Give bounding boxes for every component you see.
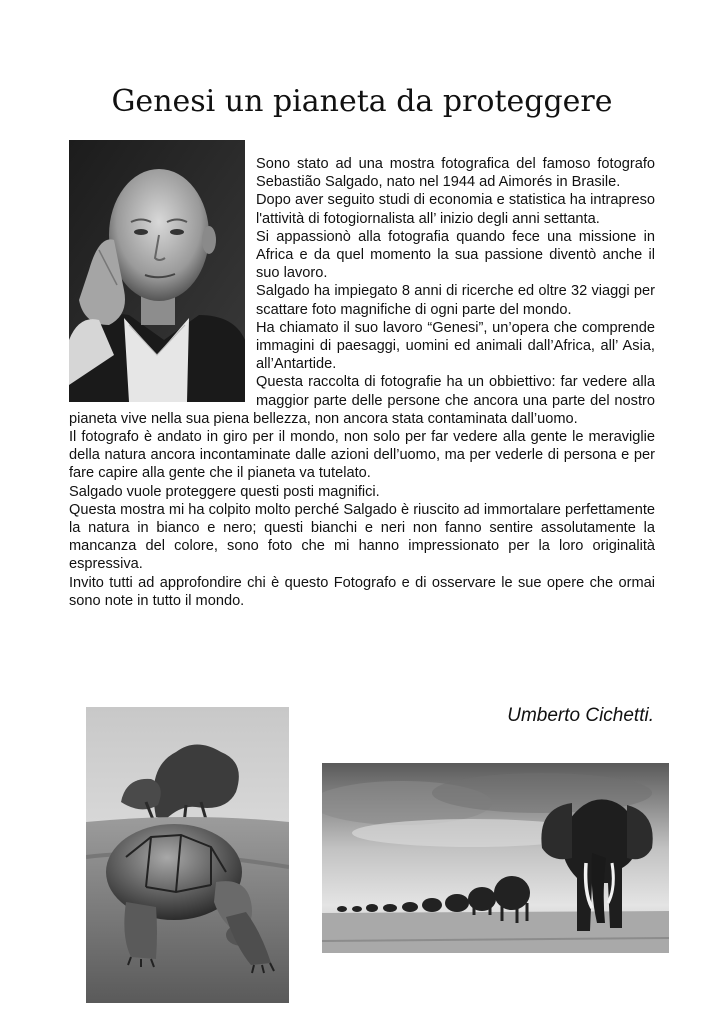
article-paragraph: Questa raccolta di fotografie ha un obbiettivo: far vedere alla maggior parte delle persone che ancora una parte del nostro pianeta vive nella sua piena bellezza, non ancora stata contaminata dall’uomo. (69, 374, 655, 427)
article-paragraph: Salgado vuole proteggere questi posti magnifici. (69, 483, 380, 500)
article-paragraph: Sono stato ad una mostra fotografica del famoso fotografo Sebastião Salgado, nato nel 1944 ad Aimorés in Brasile. (256, 156, 655, 191)
article-paragraph: Questa mostra mi ha colpito molto perché Salgado è riuscito ad immortalare perfettamente la natura in bianco e nero; questi bianchi e neri non fanno sentire assolutamente la mancanza del colore, sono foto che mi hanno impressionato per la loro originalità espressiva. (69, 501, 655, 573)
elephants-photo (322, 763, 669, 953)
article-paragraph: Invito tutti ad approfondire chi è questo Fotografo e di osservare le sue opere che ormai sono note in tutto il mondo. (69, 574, 655, 609)
author-signature: Umberto Cichetti. (507, 705, 654, 726)
portrait-spacer (69, 155, 256, 401)
article-paragraph: Il fotografo è andato in giro per il mondo, non solo per far vedere alla gente le meraviglie della natura ancora incontaminate dalle azioni dell’uomo, ma per vederle di persona e per fare capire alla gente che il pianeta va tutelato. (69, 429, 655, 482)
article-paragraph: Ha chiamato il suo lavoro “Genesi”, un’opera che comprende immagini di paesaggi, uomini ed animali dall’Africa, all’ Asia, all’Antartide. (256, 319, 655, 373)
page-title: Genesi un pianeta da proteggere (111, 84, 613, 119)
article-paragraph: Dopo aver seguito studi di economia e statistica ha intrapreso l'attività di fotogiornalista all’ inizio degli anni settanta. (256, 192, 655, 227)
article-paragraph: Si appassionò alla fotografia quando fece una missione in Africa e da quel momento la sua passione diventò anche il suo lavoro. (256, 228, 655, 282)
article-paragraph: Salgado ha impiegato 8 anni di ricerche ed oltre 32 viaggi per scattare foto magnifiche di ogni parte del mondo. (256, 283, 655, 318)
tortoise-photo (86, 707, 289, 1003)
article-body (69, 155, 655, 610)
